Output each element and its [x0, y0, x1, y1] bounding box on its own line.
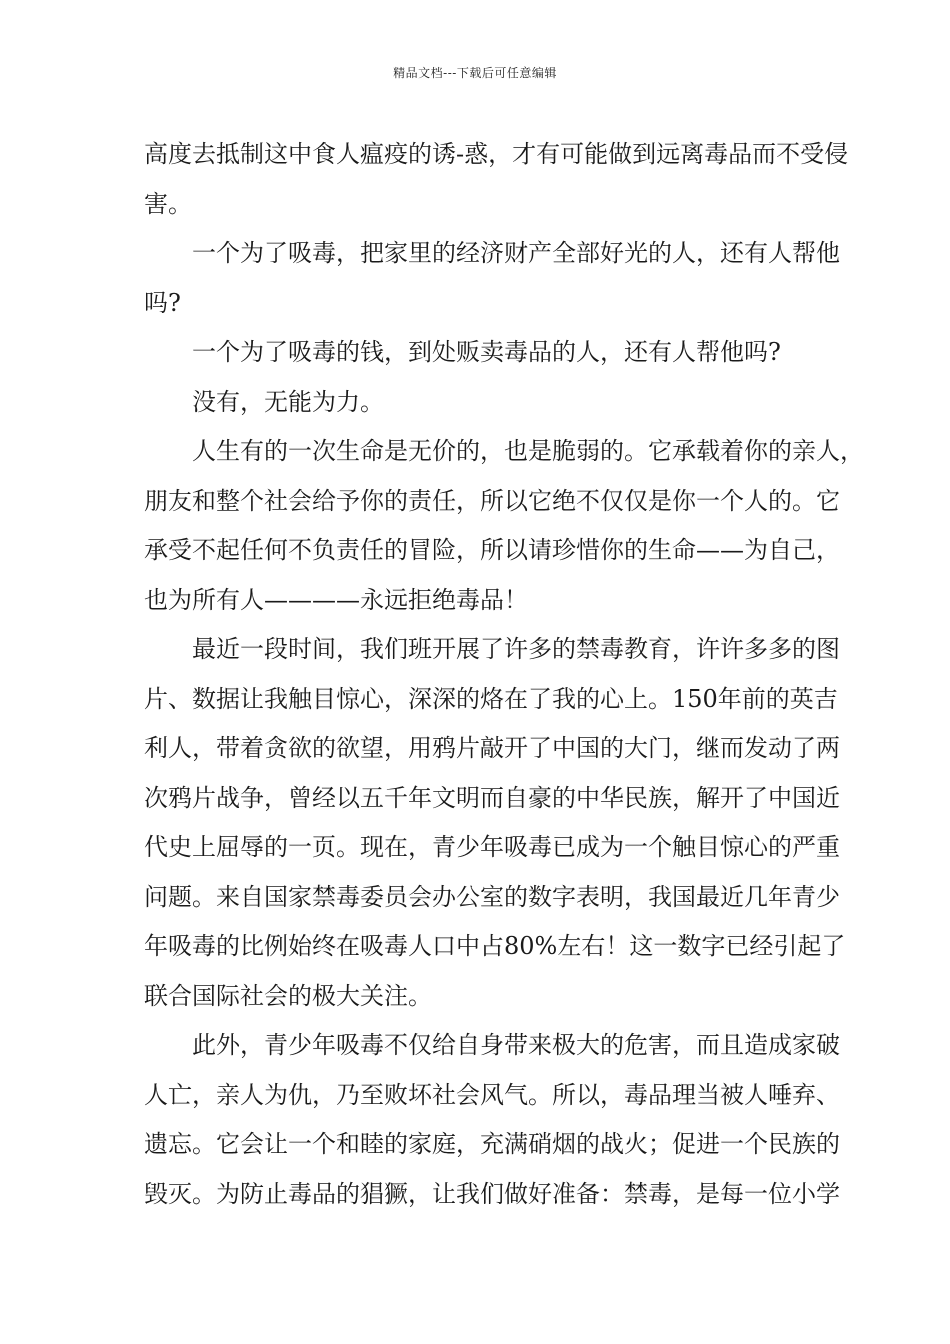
text-line: 问题。来自国家禁毒委员会办公室的数字表明，我国最近几年青少 — [144, 882, 840, 911]
text-line: 遗忘。它会让一个和睦的家庭，充满硝烟的战火；促进一个民族的 — [144, 1130, 840, 1158]
text-line: 承受不起任何不负责任的冒险，所以请珍惜你的生命——为自己， — [144, 536, 840, 564]
text-line: 没有，无能为力。 — [192, 387, 384, 416]
text-line: 毁灭。为防止毒品的猖獗，让我们做好准备：禁毒，是每一位小学 — [144, 1179, 840, 1208]
text-line: 人亡，亲人为仇，乃至败坏社会风气。所以，毒品理当被人唾弃、 — [144, 1080, 840, 1109]
text-line: 代史上屈辱的一页。现在，青少年吸毒已成为一个触目惊心的严重 — [144, 833, 840, 861]
text-line: 年吸毒的比例始终在吸毒人口中占80%左右！这一数字已经引起了 — [144, 932, 846, 960]
text-line: 朋友和整个社会给予你的责任，所以它绝不仅仅是你一个人的。它 — [144, 486, 840, 515]
text-line: 一个为了吸毒的钱，到处贩卖毒品的人，还有人帮他吗? — [192, 338, 781, 366]
text-line: 人生有的一次生命是无价的，也是脆弱的。它承载着你的亲人， — [192, 437, 864, 465]
text-line: 也为所有人————永远拒绝毒品！ — [144, 585, 528, 614]
text-line: 片、数据让我触目惊心，深深的烙在了我的心上。150年前的英吉 — [144, 684, 838, 713]
text-line: 害。 — [144, 189, 192, 218]
document-body — [144, 130, 864, 1219]
page-header: 精品文档---下载后可任意编辑 — [393, 66, 557, 80]
text-line: 联合国际社会的极大关注。 — [144, 981, 432, 1010]
text-line: 此外，青少年吸毒不仅给自身带来极大的危害，而且造成家破 — [192, 1031, 840, 1059]
text-line: 一个为了吸毒，把家里的经济财产全部好光的人，还有人帮他 — [192, 239, 840, 267]
text-line: 高度去抵制这中食人瘟疫的诱-惑，才有可能做到远离毒品而不受侵 — [144, 140, 849, 168]
text-line: 吗? — [144, 288, 181, 317]
text-line: 次鸦片战争，曾经以五千年文明而自豪的中华民族，解开了中国近 — [144, 783, 840, 812]
text-line: 利人，带着贪欲的欲望，用鸦片敲开了中国的大门，继而发动了两 — [144, 734, 840, 762]
text-line: 最近一段时间，我们班开展了许多的禁毒教育，许许多多的图 — [192, 635, 840, 663]
